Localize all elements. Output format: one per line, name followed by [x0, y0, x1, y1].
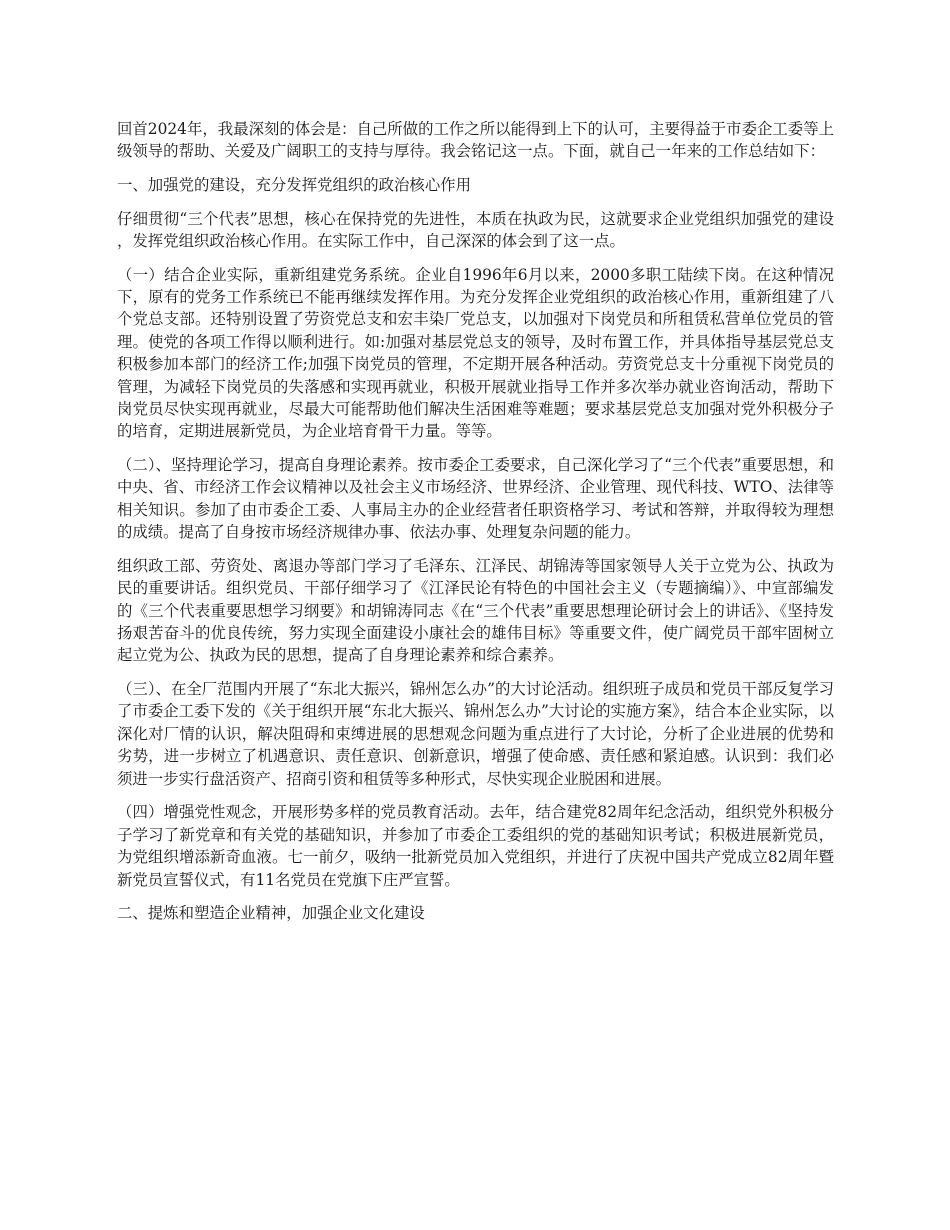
body-paragraph: 组织政工部、劳资处、离退办等部门学习了毛泽东、江泽民、胡锦涛等国家领导人关于立党为公、执政为民的重要讲话。组织党员、干部仔细学习了《江泽民论有特色的中国社会主义（专题摘编）》、中宣部编发的《三个代表重要思想学习纲要》和胡锦涛同志《在“三个代表”重要思想理论研讨会上的讲话》、《坚持发扬艰苦奋斗的优良传统，努力实现全面建设小康社会的雄伟目标》等重要文件，使广阔党员干部牢固树立起立党为公、执政为民的思想，提高了自身理论素养和综合素养。: [117, 556, 834, 665]
subsection-paragraph-4: （四）增强党性观念，开展形势多样的党员教育活动。去年，结合建党82周年纪念活动，组织党外积极分子学习了新党章和有关党的基础知识，并参加了市委企工委组织的党的基础知识考试；积极进展新党员，为党组织增添新奇血液。七一前夕，吸纳一批新党员加入党组织，并进行了庆祝中国共产党成立82周年暨新党员宣誓仪式，有11名党员在党旗下庄严宣誓。: [117, 803, 834, 889]
section-heading-2: 二、提炼和塑造企业精神，加强企业文化建设: [117, 904, 425, 923]
section-heading-1: 一、加强党的建设，充分发挥党组织的政治核心作用: [117, 176, 471, 194]
intro-paragraph: 回首2024年，我最深刻的体会是：自己所做的工作之所以能得到上下的认可，主要得益于市委企工委等上级领导的帮助、关爱及广阔职工的支持与厚待。我会铭记这一点。下面，就自己一年来的工作总结如下：: [117, 120, 834, 161]
subsection-paragraph-3: （三）、在全厂范围内开展了“东北大振兴，锦州怎么办”的大讨论活动。组织班子成员和党员干部反复学习了市委企工委下发的《关于组织开展“东北大振兴、锦州怎么办”大讨论的实施方案》，结合本企业实际，以深化对厂情的认识，解决阻碍和束缚进展的思想观念问题为重点进行了大讨论，分析了企业进展的优势和劣势，进一步树立了机遇意识、责任意识、创新意识，增强了使命感、责任感和紧迫感。认识到：我们必须进一步实行盘活资产、招商引资和租赁等多种形式，尽快实现企业脱困和进展。: [117, 680, 834, 788]
body-paragraph: 仔细贯彻“三个代表”思想，核心在保持党的先进性，本质在执政为民，这就要求企业党组织加强党的建设，发挥党组织政治核心作用。在实际工作中，自己深深的体会到了这一点。: [117, 209, 834, 250]
subsection-paragraph-1: （一）结合企业实际，重新组建党务系统。企业自1996年6月以来，2000多职工陆续下岗。在这种情况下，原有的党务工作系统已不能再继续发挥作用。为充分发挥企业党组织的政治核心作用，重新组建了八个党总支部。还特别设置了劳资党总支和宏丰染厂党总支，以加强对下岗党员和所租赁私营单位党员的管理。使党的各项工作得以顺利进行。如:加强对基层党总支的领导，及时布置工作，并具体指导基层党总支积极参加本部门的经济工作;加强下岗党员的管理，不定期开展各种活动。劳资党总支十分重视下岗党员的管理，为减轻下岗党员的失落感和实现再就业，积极开展就业指导工作并多次举办就业咨询活动，帮助下岗党员尽快实现再就业，尽最大可能帮助他们解决生活困难等难题；要求基层党总支加强对党外积极分子的培育，定期进展新党员，为企业培育骨干力量。等等。: [117, 265, 834, 441]
document-page: [117, 118, 834, 936]
subsection-paragraph-2: （二）、坚持理论学习，提高自身理论素养。按市委企工委要求，自己深化学习了“三个代表”重要思想，和中央、省、市经济工作会议精神以及社会主义市场经济、世界经济、企业管理、现代科技、WTO、法律等相关知识。参加了由市委企工委、人事局主办的企业经营者任职资格学习、考试和答辩，并取得较为理想的成绩。提高了自身按市场经济规律办事、依法办事、处理复杂问题的能力。: [117, 456, 834, 542]
